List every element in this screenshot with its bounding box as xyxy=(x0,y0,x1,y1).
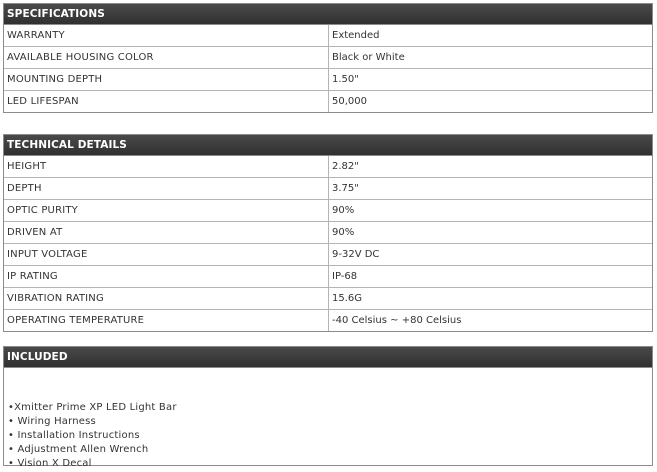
spec-label-warranty: WARRANTY xyxy=(4,25,329,47)
technical-details-header: TECHNICAL DETAILS xyxy=(4,135,652,156)
specifications-header: SPECIFICATIONS xyxy=(4,4,652,25)
tech-value-input-voltage: 9-32V DC xyxy=(329,244,653,266)
tech-label-vibration-rating: VIBRATION RATING xyxy=(4,288,329,310)
included-header: INCLUDED xyxy=(4,347,652,368)
specifications-table xyxy=(4,25,652,112)
tech-label-depth: DEPTH xyxy=(4,178,329,200)
tech-label-input-voltage: INPUT VOLTAGE xyxy=(4,244,329,266)
tech-label-height: HEIGHT xyxy=(4,156,329,178)
table-row xyxy=(4,200,652,222)
tech-value-operating-temperature: -40 Celsius ~ +80 Celsius xyxy=(329,310,653,332)
spec-label-housing-color: AVAILABLE HOUSING COLOR xyxy=(4,47,329,69)
table-row xyxy=(4,47,652,69)
table-row xyxy=(4,266,652,288)
list-item: • Adjustment Allen Wrench xyxy=(8,444,149,455)
list-item: •Xmitter Prime XP LED Light Bar xyxy=(8,402,177,413)
table-row xyxy=(4,69,652,91)
tech-label-ip-rating: IP RATING xyxy=(4,266,329,288)
spec-label-mounting-depth: MOUNTING DEPTH xyxy=(4,69,329,91)
list-item: • Installation Instructions xyxy=(8,430,140,441)
tech-label-driven-at: DRIVEN AT xyxy=(4,222,329,244)
technical-details-table xyxy=(4,156,652,331)
tech-label-optic-purity: OPTIC PURITY xyxy=(4,200,329,222)
table-row xyxy=(4,222,652,244)
tech-label-operating-temperature: OPERATING TEMPERATURE xyxy=(4,310,329,332)
spec-value-mounting-depth: 1.50" xyxy=(329,69,653,91)
technical-details-section xyxy=(3,134,653,332)
spec-label-led-lifespan: LED LIFESPAN xyxy=(4,91,329,113)
tech-value-depth: 3.75" xyxy=(329,178,653,200)
table-row xyxy=(4,310,652,332)
table-row xyxy=(4,244,652,266)
tech-value-optic-purity: 90% xyxy=(329,200,653,222)
specifications-section xyxy=(3,3,653,113)
spec-value-warranty: Extended xyxy=(332,30,380,41)
list-item: • Wiring Harness xyxy=(8,416,96,427)
table-row xyxy=(4,178,652,200)
tech-value-ip-rating: IP-68 xyxy=(329,266,653,288)
table-row xyxy=(4,288,652,310)
included-section xyxy=(3,346,653,469)
tech-value-vibration-rating: 15.6G xyxy=(329,288,653,310)
table-row xyxy=(4,25,652,47)
tech-value-driven-at: 90% xyxy=(329,222,653,244)
included-list xyxy=(4,368,652,471)
spec-value-housing-color: Black or White xyxy=(329,47,653,69)
list-item: • Vision X Decal xyxy=(8,458,92,469)
table-row xyxy=(4,91,652,113)
tech-value-height: 2.82" xyxy=(332,161,359,172)
table-row xyxy=(4,156,652,178)
spec-value-led-lifespan: 50,000 xyxy=(329,91,653,113)
